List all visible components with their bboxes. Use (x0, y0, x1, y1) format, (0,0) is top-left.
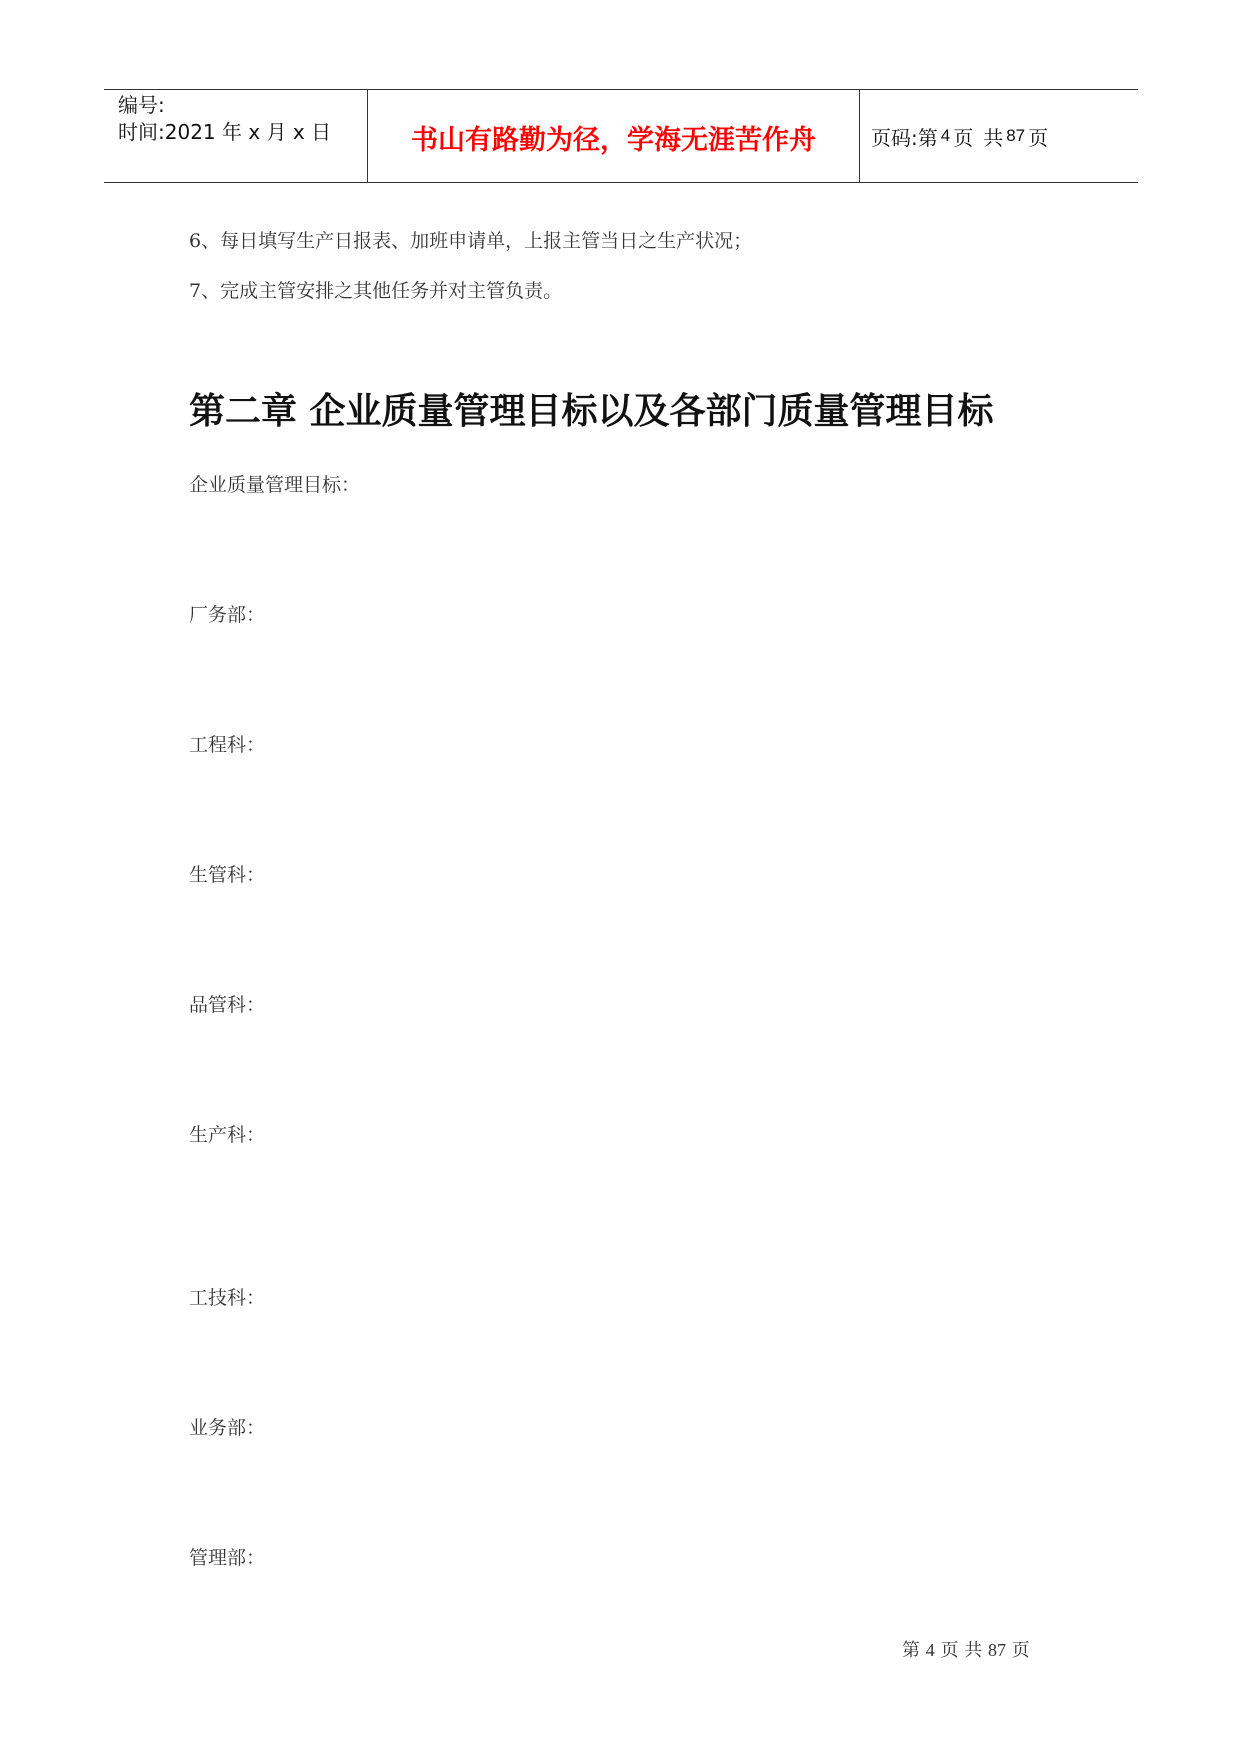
document-time-value: 2021 年 x 月 x 日 (164, 120, 332, 144)
chapter-title: 第二章 企业质量管理目标以及各部门质量管理目标 (189, 391, 994, 432)
section-engineering: 工程科： (189, 734, 266, 756)
section-management: 管理部： (189, 1547, 266, 1569)
section-process-tech: 工技科： (189, 1287, 266, 1309)
header-meta-cell (104, 90, 368, 182)
footer-prefix: 第 (902, 1640, 920, 1661)
section-factory-dept: 厂务部： (189, 604, 266, 626)
section-production-control: 生管科： (189, 864, 266, 886)
section-production: 生产科： (189, 1124, 266, 1146)
page-footer (902, 1636, 1030, 1662)
footer-suffix: 页 (1011, 1640, 1030, 1661)
document-time-label: 时间: (118, 120, 165, 144)
footer-total-number: 87 (987, 1640, 1006, 1660)
header-motto: 书山有路勤为径，学海无涯苦作舟 (411, 124, 816, 156)
duty-item-7: 7、完成主管安排之其他任务并对主管负责。 (189, 280, 563, 302)
page-total-number: 87 (1006, 126, 1026, 145)
page-current-number: 4 (940, 126, 951, 145)
section-company-goal: 企业质量管理目标： (189, 474, 361, 496)
document-time (118, 119, 367, 146)
page-mid: 页 (953, 125, 974, 150)
page-header (104, 89, 1138, 183)
page-suffix: 页 (1028, 125, 1049, 150)
document-number-label: 编号: (118, 93, 165, 117)
section-business: 业务部： (189, 1417, 266, 1439)
section-quality-control: 品管科： (189, 994, 266, 1016)
page-label: 页码: (871, 125, 918, 150)
page-prefix: 第 (917, 125, 938, 150)
footer-current-number: 4 (925, 1640, 935, 1660)
footer-mid: 页 共 (940, 1640, 983, 1661)
header-page-cell (860, 90, 1138, 182)
duty-item-6: 6、每日填写生产日报表、加班申请单，上报主管当日之生产状况； (189, 230, 753, 252)
page-total-prefix: 共 (983, 125, 1004, 150)
header-motto-cell (368, 90, 860, 182)
